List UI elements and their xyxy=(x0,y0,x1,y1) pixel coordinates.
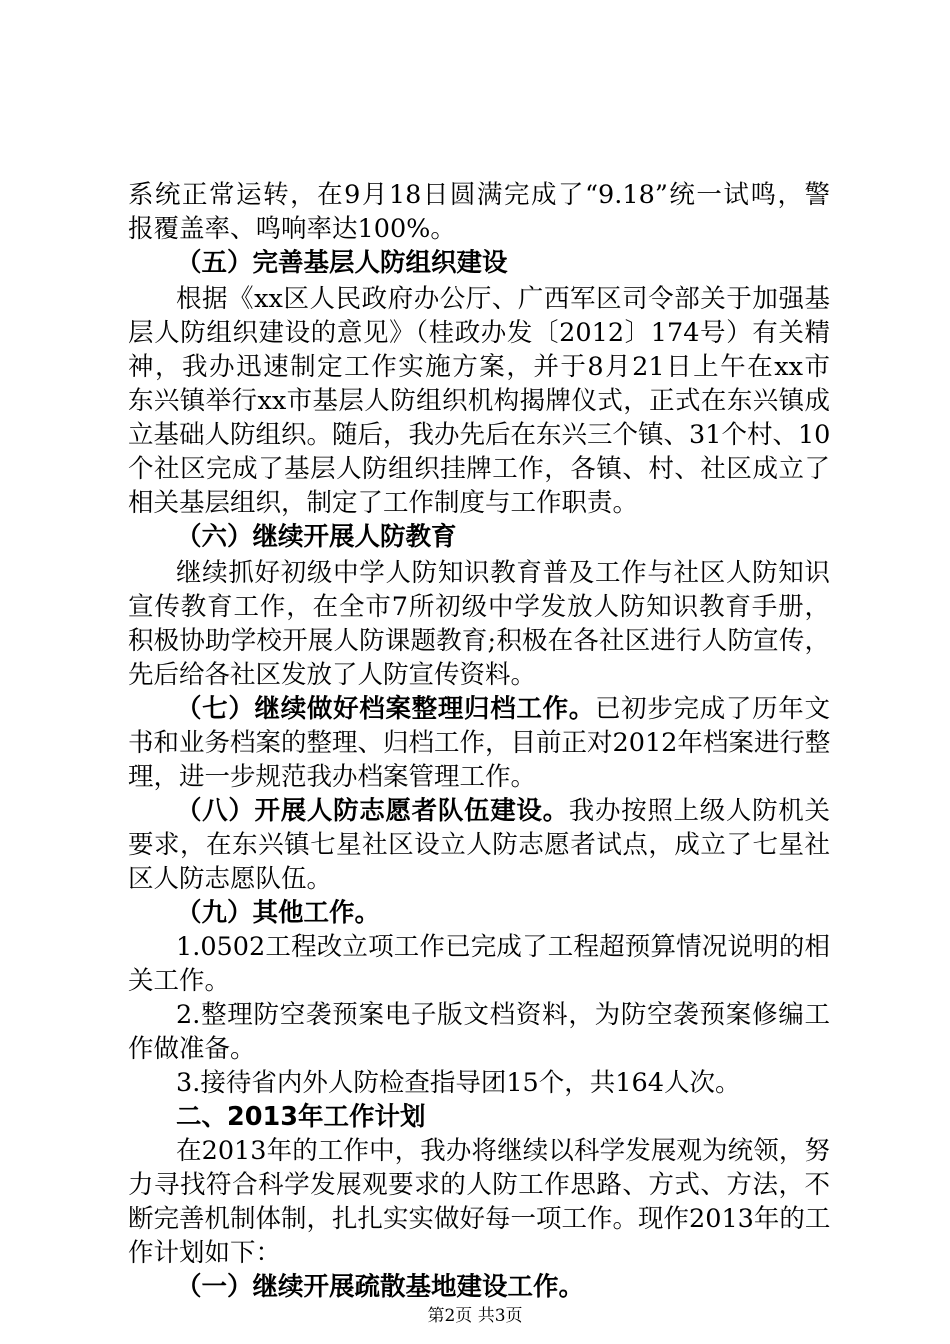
paragraph-line: 宣传教育工作，在全市7所初级中学发放人防知识教育手册， xyxy=(128,592,830,622)
paragraph-line: 东兴镇举行xx市基层人防组织机构揭牌仪式，正式在东兴镇成 xyxy=(128,386,830,416)
paragraph-line: 区人防志愿队伍。 xyxy=(128,864,333,894)
paragraph-line: 层人防组织建设的意见》（桂政办发〔2012〕174号）有关精 xyxy=(128,318,830,348)
section-heading: （六）继续开展人防教育 xyxy=(176,522,457,552)
paragraph-line: 1.0502工程改立项工作已完成了工程超预算情况说明的相 xyxy=(176,932,830,962)
paragraph-line: 在2013年的工作中，我办将继续以科学发展观为统领，努 xyxy=(176,1136,830,1166)
paragraph-line: 积极协助学校开展人防课题教育;积极在各社区进行人防宣传， xyxy=(128,626,830,656)
inline-text: 已初步完成了历年文 xyxy=(594,694,830,724)
paragraph-line: 要求，在东兴镇七星社区设立人防志愿者试点，成立了七星社 xyxy=(128,830,830,860)
paragraph-line: 作计划如下： xyxy=(128,1238,282,1268)
paragraph-line: 3.接待省内外人防检查指导团15个，共164人次。 xyxy=(176,1068,741,1098)
inline-heading: （八）开展人防志愿者队伍建设。 xyxy=(176,796,569,826)
paragraph-line: 系统正常运转，在9月18日圆满完成了“9.18”统一试鸣，警 xyxy=(128,180,830,210)
paragraph-line: 理，进一步规范我办档案管理工作。 xyxy=(128,762,537,792)
inline-heading: （七）继续做好档案整理归档工作。 xyxy=(176,694,595,724)
paragraph-line: 个社区完成了基层人防组织挂牌工作，各镇、村、社区成立了 xyxy=(128,454,830,484)
paragraph-line: 2.整理防空袭预案电子版文档资料，为防空袭预案修编工 xyxy=(176,1000,830,1030)
section-heading: （九）其他工作。 xyxy=(176,898,381,928)
paragraph-line xyxy=(176,692,830,726)
page-footer: 第2页 共3页 xyxy=(427,1306,523,1326)
paragraph-line: 立基础人防组织。随后，我办先后在东兴三个镇、31个村、10 xyxy=(128,420,831,450)
section-heading: 二、2013年工作计划 xyxy=(176,1102,426,1132)
paragraph-line: 作做准备。 xyxy=(128,1034,256,1064)
section-heading: （一）继续开展疏散基地建设工作。 xyxy=(176,1272,585,1302)
inline-text: 我办按照上级人防机关 xyxy=(568,796,830,826)
paragraph-line: 相关基层组织，制定了工作制度与工作职责。 xyxy=(128,488,639,518)
paragraph-line: 神，我办迅速制定工作实施方案，并于8月21日上午在xx市 xyxy=(128,352,830,382)
paragraph-line: 报覆盖率、鸣响率达100%。 xyxy=(128,214,456,244)
paragraph-line: 继续抓好初级中学人防知识教育普及工作与社区人防知识 xyxy=(176,558,830,588)
paragraph-line: 关工作。 xyxy=(128,966,231,996)
paragraph-line: 根据《xx区人民政府办公厅、广西军区司令部关于加强基 xyxy=(176,284,830,314)
paragraph-line: 书和业务档案的整理、归档工作，目前正对2012年档案进行整 xyxy=(128,728,831,758)
paragraph-line xyxy=(176,794,830,828)
paragraph-line: 先后给各社区发放了人防宣传资料。 xyxy=(128,660,537,690)
paragraph-line: 力寻找符合科学发展观要求的人防工作思路、方式、方法，不 xyxy=(128,1170,830,1200)
paragraph-line: 断完善机制体制，扎扎实实做好每一项工作。现作2013年的工 xyxy=(128,1204,831,1234)
section-heading: （五）完善基层人防组织建设 xyxy=(176,248,508,278)
